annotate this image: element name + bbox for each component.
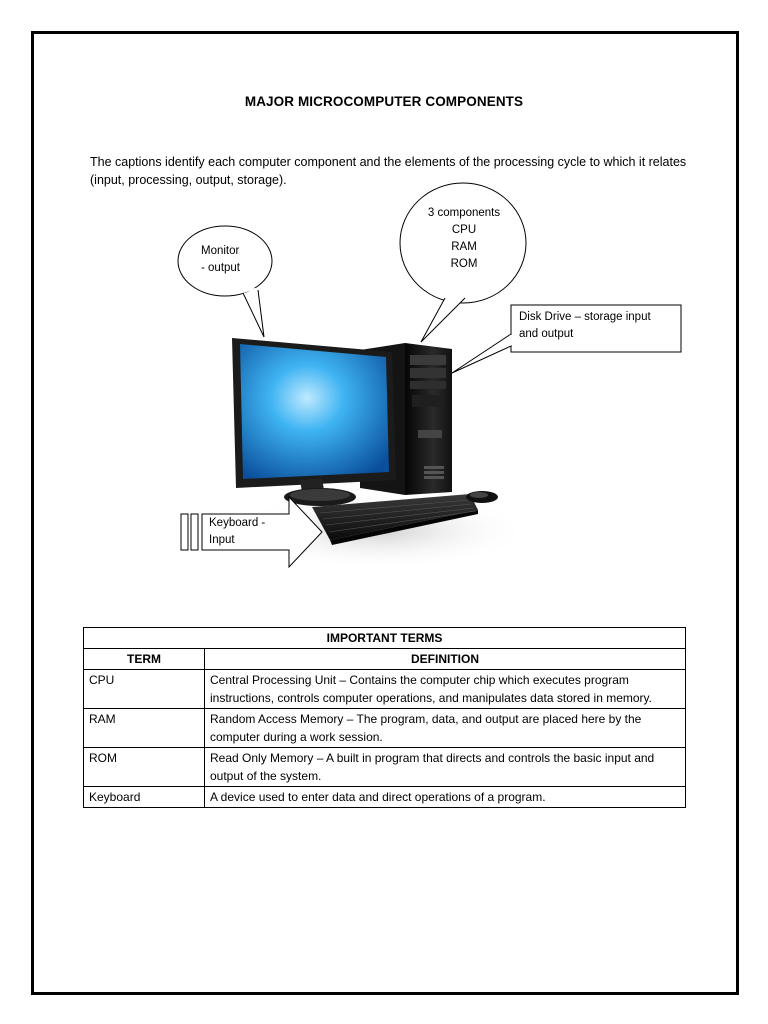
term-cell: Keyboard xyxy=(84,787,205,808)
definition-cell: Central Processing Unit – Contains the computer chip which executes program instructions, controls computer operations, and manipulates data stored in memory. xyxy=(205,670,686,709)
disk-callout-line: and output xyxy=(519,328,574,340)
term-cell: CPU xyxy=(84,670,205,709)
monitor-callout-line: Monitor xyxy=(201,245,240,257)
table-row xyxy=(84,670,686,709)
page-title: MAJOR MICROCOMPUTER COMPONENTS xyxy=(244,94,524,109)
keyboard-callout-text xyxy=(209,515,265,549)
definition-cell: Random Access Memory – The program, data, and output are placed here by the computer during a work session. xyxy=(205,709,686,748)
keyboard-callout-line: Keyboard - xyxy=(209,517,266,529)
definition-cell: Read Only Memory – A built in program that directs and controls the basic input and output of the system. xyxy=(205,748,686,787)
cpu-callout-text xyxy=(413,205,515,273)
table-row xyxy=(84,709,686,748)
column-header-term: TERM xyxy=(84,649,205,670)
table-caption: IMPORTANT TERMS xyxy=(84,628,686,649)
disk-callout-line: Disk Drive – storage input xyxy=(519,311,651,323)
cpu-callout-line: CPU xyxy=(451,224,477,236)
intro-paragraph: The captions identify each computer component and the elements of the processing cycle to which it relates (input, processing, output, storage). xyxy=(90,155,687,187)
monitor xyxy=(232,338,396,506)
table-row xyxy=(84,787,686,808)
monitor-callout-line: - output xyxy=(201,262,240,274)
column-header-definition: DEFINITION xyxy=(205,649,686,670)
term-cell: RAM xyxy=(84,709,205,748)
important-terms-table xyxy=(83,627,686,808)
cpu-callout-line: 3 components xyxy=(427,207,501,219)
table-row xyxy=(84,748,686,787)
term-cell: ROM xyxy=(84,748,205,787)
cpu-callout-line: RAM xyxy=(451,241,477,253)
cpu-callout-line: ROM xyxy=(450,258,478,270)
disk-callout-text xyxy=(519,309,679,343)
definition-cell: A device used to enter data and direct operations of a program. xyxy=(205,787,686,808)
monitor-callout-text xyxy=(201,243,240,277)
keyboard-callout-line: Input xyxy=(209,534,235,546)
